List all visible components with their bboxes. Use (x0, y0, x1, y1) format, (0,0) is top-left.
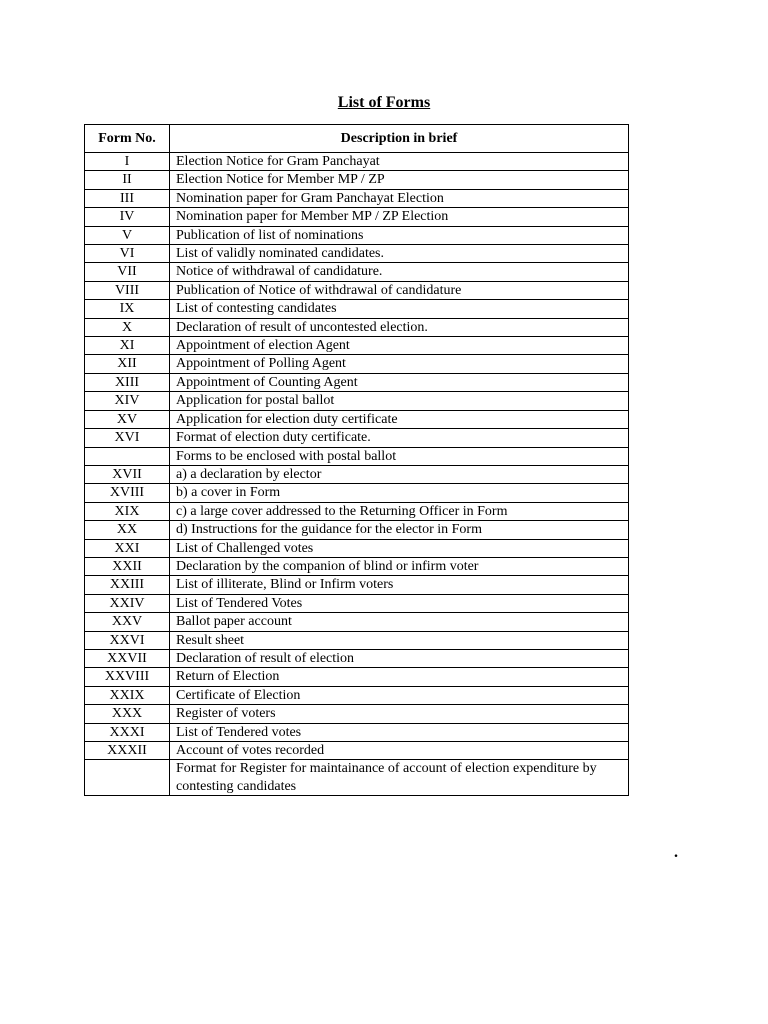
table-row (85, 686, 629, 704)
form-number-cell: XV (85, 410, 170, 428)
column-header-form-no: Form No. (85, 125, 170, 153)
description-cell: Format for Register for maintainance of account of election expenditure by contesting candidates (170, 760, 629, 796)
description-cell: Account of votes recorded (170, 742, 629, 760)
form-number-cell: XXVIII (85, 668, 170, 686)
form-number-cell: XXII (85, 557, 170, 575)
description-cell: Election Notice for Gram Panchayat (170, 153, 629, 171)
page-title: List of Forms (337, 94, 431, 111)
table-header-row (85, 125, 629, 153)
stray-mark: . (674, 844, 678, 861)
description-cell: a) a declaration by elector (170, 465, 629, 483)
description-cell: Appointment of Counting Agent (170, 373, 629, 391)
table-row (85, 208, 629, 226)
description-cell: c) a large cover addressed to the Returning Officer in Form (170, 502, 629, 520)
table-row (85, 318, 629, 336)
form-number-cell: XXV (85, 613, 170, 631)
table-row (85, 171, 629, 189)
table-body (85, 153, 629, 796)
form-number-cell (85, 760, 170, 796)
table-row (85, 263, 629, 281)
form-number-cell (85, 447, 170, 465)
form-number-cell: XVII (85, 465, 170, 483)
description-cell: List of validly nominated candidates. (170, 245, 629, 263)
form-number-cell: XX (85, 521, 170, 539)
table-row (85, 502, 629, 520)
description-cell: b) a cover in Form (170, 484, 629, 502)
forms-table (84, 124, 629, 796)
form-number-cell: IX (85, 300, 170, 318)
table-row (85, 281, 629, 299)
form-number-cell: XXIII (85, 576, 170, 594)
table-row (85, 705, 629, 723)
table-row (85, 539, 629, 557)
table-row (85, 742, 629, 760)
form-number-cell: XIII (85, 373, 170, 391)
form-number-cell: XVIII (85, 484, 170, 502)
description-cell: Publication of Notice of withdrawal of candidature (170, 281, 629, 299)
table-row (85, 337, 629, 355)
description-cell: Result sheet (170, 631, 629, 649)
table-row (85, 576, 629, 594)
table-row (85, 153, 629, 171)
form-number-cell: XXX (85, 705, 170, 723)
table-row (85, 373, 629, 391)
column-header-description: Description in brief (170, 125, 629, 153)
description-cell: Publication of list of nominations (170, 226, 629, 244)
table-row (85, 631, 629, 649)
table-row (85, 668, 629, 686)
table-row (85, 300, 629, 318)
description-cell: Declaration of result of uncontested election. (170, 318, 629, 336)
form-number-cell: VI (85, 245, 170, 263)
table-row (85, 447, 629, 465)
form-number-cell: XXVI (85, 631, 170, 649)
form-number-cell: XIV (85, 392, 170, 410)
form-number-cell: V (85, 226, 170, 244)
description-cell: Notice of withdrawal of candidature. (170, 263, 629, 281)
form-number-cell: XVI (85, 429, 170, 447)
form-number-cell: XIX (85, 502, 170, 520)
form-number-cell: II (85, 171, 170, 189)
description-cell: List of contesting candidates (170, 300, 629, 318)
form-number-cell: IV (85, 208, 170, 226)
table-row (85, 465, 629, 483)
description-cell: Certificate of Election (170, 686, 629, 704)
description-cell: Format of election duty certificate. (170, 429, 629, 447)
description-cell: List of Tendered votes (170, 723, 629, 741)
description-cell: Nomination paper for Member MP / ZP Election (170, 208, 629, 226)
description-cell: Appointment of election Agent (170, 337, 629, 355)
table-row (85, 355, 629, 373)
description-cell: Declaration by the companion of blind or infirm voter (170, 557, 629, 575)
table-row (85, 392, 629, 410)
table-row (85, 649, 629, 667)
description-cell: Return of Election (170, 668, 629, 686)
description-cell: List of Tendered Votes (170, 594, 629, 612)
table-row (85, 594, 629, 612)
description-cell: Appointment of Polling Agent (170, 355, 629, 373)
table-row (85, 226, 629, 244)
table-row (85, 410, 629, 428)
table-row (85, 484, 629, 502)
form-number-cell: XXIX (85, 686, 170, 704)
description-cell: d) Instructions for the guidance for the elector in Form (170, 521, 629, 539)
description-cell: List of Challenged votes (170, 539, 629, 557)
form-number-cell: I (85, 153, 170, 171)
description-cell: Application for election duty certificate (170, 410, 629, 428)
table-row (85, 613, 629, 631)
form-number-cell: XXXI (85, 723, 170, 741)
description-cell: Register of voters (170, 705, 629, 723)
form-number-cell: XXI (85, 539, 170, 557)
form-number-cell: XI (85, 337, 170, 355)
description-cell: Election Notice for Member MP / ZP (170, 171, 629, 189)
table-row (85, 245, 629, 263)
form-number-cell: XXIV (85, 594, 170, 612)
table-row (85, 521, 629, 539)
description-cell: Forms to be enclosed with postal ballot (170, 447, 629, 465)
table-row (85, 760, 629, 796)
form-number-cell: X (85, 318, 170, 336)
table-row (85, 189, 629, 207)
description-cell: List of illiterate, Blind or Infirm voters (170, 576, 629, 594)
form-number-cell: VII (85, 263, 170, 281)
description-cell: Ballot paper account (170, 613, 629, 631)
form-number-cell: III (85, 189, 170, 207)
table-row (85, 557, 629, 575)
table-row (85, 723, 629, 741)
description-cell: Application for postal ballot (170, 392, 629, 410)
form-number-cell: VIII (85, 281, 170, 299)
table-row (85, 429, 629, 447)
form-number-cell: XXVII (85, 649, 170, 667)
description-cell: Nomination paper for Gram Panchayat Election (170, 189, 629, 207)
form-number-cell: XXXII (85, 742, 170, 760)
form-number-cell: XII (85, 355, 170, 373)
description-cell: Declaration of result of election (170, 649, 629, 667)
